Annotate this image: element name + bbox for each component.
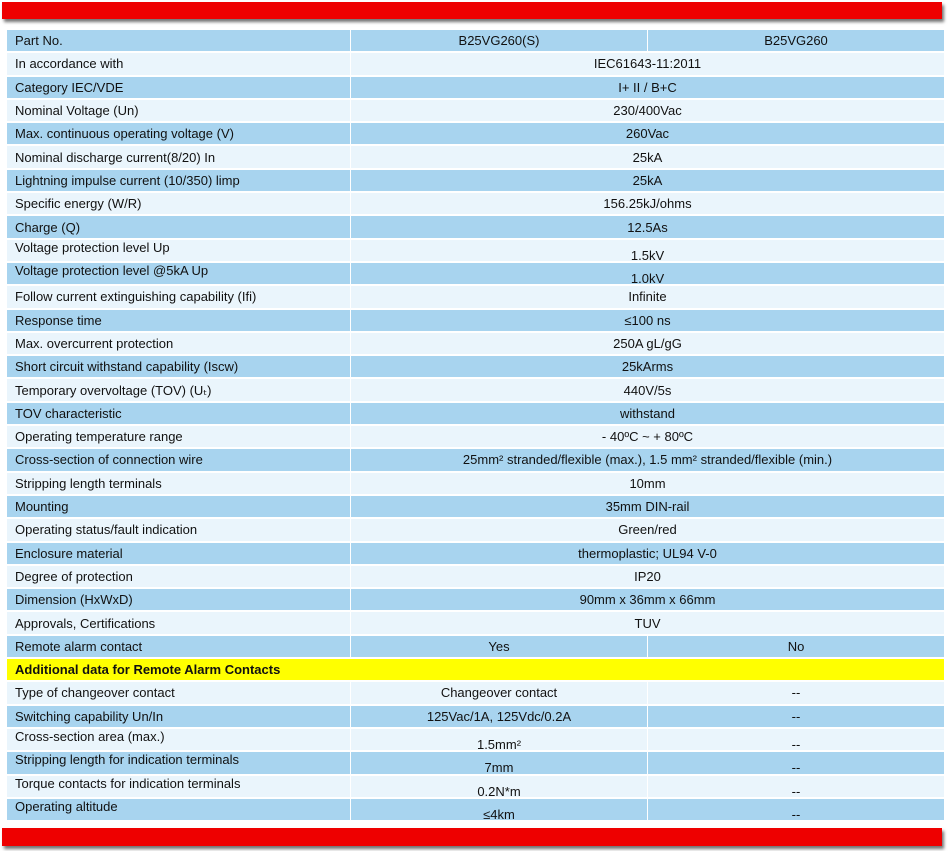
alarm-value-b [648,729,944,750]
alarm-label-text: Cross-section area (max.) [15,729,165,745]
alarm-label-text: Operating altitude [15,798,118,814]
table-row [7,193,944,214]
table-row [7,100,944,121]
spec-label-text: Dimension (HxWxD) [15,592,133,608]
alarm-value-a-text: 0.2N*m [477,783,521,797]
alarm-value-a [351,776,648,797]
alarm-value-a-text: Changeover contact [440,685,558,701]
header-row [7,30,944,51]
spec-label-text: Follow current extinguishing capability (Ifi) [15,289,257,305]
top-red-bar [2,2,942,19]
spec-label [7,333,351,354]
table-row [7,706,944,727]
spec-label [7,53,351,74]
spec-label-text: Specific energy (W/R) [15,196,142,212]
table-row [7,53,944,74]
spec-label [7,146,351,167]
spec-value-text: Green/red [618,522,677,538]
table-row [7,403,944,424]
remote-alarm-label-text: Remote alarm contact [15,638,143,654]
spec-value-text: thermoplastic; UL94 V-0 [578,545,717,561]
spec-value-text: 156.25kJ/ohms [603,196,692,212]
table-row [7,566,944,587]
remote-alarm-label [7,636,351,657]
remote-alarm-row [7,636,944,657]
table-row [7,729,944,750]
spec-value [351,589,944,610]
alarm-value-b-text: -- [791,783,801,797]
table-row [7,776,944,797]
spec-value-text: 25kA [632,149,663,165]
spec-label [7,519,351,540]
alarm-value-a-text: 1.5mm² [476,737,522,751]
spec-value-text: 90mm x 36mm x 66mm [579,592,716,608]
spec-label [7,263,351,284]
spec-value [351,496,944,517]
spec-label-text: TOV characteristic [15,405,122,421]
spec-value-text: ≤100 ns [624,312,671,328]
alarm-label [7,799,351,820]
table-row [7,682,944,703]
alarm-value-a [351,799,648,820]
spec-value-text: IP20 [634,568,661,584]
header-label: Part No. [7,30,351,51]
spec-value-text: 1.5kV [630,247,665,261]
spec-label [7,310,351,331]
table-row [7,240,944,261]
spec-value [351,543,944,564]
table-row [7,216,944,237]
table-row [7,123,944,144]
alarm-label-text: Type of changeover contact [15,685,175,701]
alarm-value-b [648,682,944,703]
spec-label [7,216,351,237]
section-title [7,659,944,680]
spec-label-text: Max. continuous operating voltage (V) [15,126,234,142]
spec-value-text: 25kA [632,172,663,188]
spec-label [7,170,351,191]
table-row [7,263,944,284]
spec-value-text: - 40ºC ~ + 80ºC [601,429,694,445]
spec-label-text: Stripping length terminals [15,475,162,491]
spec-label [7,612,351,633]
spec-label [7,240,351,261]
spec-value [351,519,944,540]
spec-value-text: 250A gL/gG [613,336,682,351]
header-model-a: B25VG260(S) [351,30,648,51]
spec-label-text: Short circuit withstand capability (Iscw) [15,359,239,375]
remote-alarm-value-b-text: No [787,638,805,654]
spec-value-text: 1.0kV [630,271,665,285]
spec-label [7,77,351,98]
spec-label [7,496,351,517]
table-row [7,519,944,540]
spec-value [351,566,944,587]
alarm-label [7,776,351,797]
spec-label-text: Mounting [15,499,69,515]
spec-value-text: 12.5As [627,219,668,235]
remote-alarm-value-a-text: Yes [488,638,510,654]
spec-label-text: Category IEC/VDE [15,79,124,95]
spec-value [351,286,944,307]
spec-value [351,123,944,144]
spec-value [351,77,944,98]
table-row [7,310,944,331]
table-row [7,379,944,400]
spec-label [7,589,351,610]
table-row [7,356,944,377]
alarm-value-b [648,776,944,797]
table-row [7,146,944,167]
table-row [7,77,944,98]
alarm-value-a [351,682,648,703]
table-row [7,543,944,564]
spec-value-text: withstand [620,405,675,421]
spec-value [351,240,944,261]
spec-value [351,193,944,214]
spec-label-text: Approvals, Certifications [15,615,156,631]
spec-value-text: I+ II / B+C [618,79,677,95]
remote-alarm-value-a [351,636,648,657]
spec-value [351,216,944,237]
spec-value-text: 25mm² stranded/flexible (max.), 1.5 mm² stranded/flexible (min.) [462,452,833,468]
spec-value-text: 260Vac [625,126,670,142]
remote-alarm-value-b [648,636,944,657]
spec-label-text: Voltage protection level Up [15,239,170,255]
spec-value [351,473,944,494]
alarm-label [7,706,351,727]
spec-value-text: 10mm [629,475,666,491]
spec-value [351,333,944,354]
spec-label-text: Response time [15,312,102,328]
spec-label [7,473,351,494]
spec-value-text: TUV [634,615,661,631]
spec-label [7,403,351,424]
spec-label-text: In accordance with [15,56,124,72]
spec-label-text: Max. overcurrent protection [15,336,174,351]
alarm-value-b-text: -- [791,806,801,821]
spec-value [351,356,944,377]
alarm-label [7,729,351,750]
table-row [7,333,944,354]
alarm-value-a [351,752,648,773]
spec-label [7,100,351,121]
bottom-red-bar [2,828,942,846]
alarm-value-b-text: -- [791,708,801,724]
spec-value-text: 25kArms [621,359,674,375]
alarm-value-b [648,799,944,820]
spec-value-text: 230/400Vac [613,103,682,119]
spec-value [351,263,944,284]
spec-value [351,100,944,121]
alarm-value-a [351,729,648,750]
alarm-label-text: Torque contacts for indication terminals [15,775,241,791]
spec-value [351,612,944,633]
table-row [7,170,944,191]
spec-value-text: 440V/5s [623,382,672,398]
spec-value [351,53,944,74]
spec-label-text: Voltage protection level @5kA Up [15,263,209,279]
spec-label [7,543,351,564]
table-row [7,473,944,494]
alarm-value-b-text: -- [791,737,801,751]
spec-value-text: 35mm DIN-rail [605,499,690,515]
spec-value-text: Infinite [628,289,667,305]
table-row [7,449,944,470]
spec-value [351,146,944,167]
alarm-value-b [648,706,944,727]
spec-value [351,379,944,400]
spec-value [351,426,944,447]
spec-label-text: Temporary overvoltage (TOV) (Uₜ) [15,382,212,398]
table-row [7,589,944,610]
spec-label-text: Operating status/fault indication [15,522,198,538]
table-row [7,286,944,307]
spec-value [351,449,944,470]
spec-label [7,193,351,214]
spec-label [7,123,351,144]
spec-value [351,310,944,331]
spec-label-text: Cross-section of connection wire [15,452,203,468]
table-row [7,799,944,820]
alarm-label-text: Switching capability Un/In [15,708,164,724]
spec-label-text: Charge (Q) [15,219,81,235]
spec-value [351,170,944,191]
alarm-value-b [648,752,944,773]
table-row [7,752,944,773]
spec-label-text: Enclosure material [15,545,123,561]
alarm-label [7,682,351,703]
spec-label [7,449,351,470]
header-model-b: B25VG260 [648,30,944,51]
spec-label [7,356,351,377]
spec-label-text: Operating temperature range [15,429,183,445]
section-title-text: Additional data for Remote Alarm Contacts [15,662,281,678]
table-row [7,426,944,447]
spec-value-text: IEC61643-11:2011 [593,56,702,72]
table-row [7,496,944,517]
table-row [7,612,944,633]
alarm-value-b-text: -- [791,685,801,701]
spec-label [7,286,351,307]
spec-label [7,426,351,447]
alarm-value-b-text: -- [791,760,801,774]
alarm-value-a [351,706,648,727]
alarm-value-a-text: 125Vac/1A, 125Vdc/0.2A [426,708,572,724]
alarm-label-text: Stripping length for indication terminals [15,752,240,768]
spec-value [351,403,944,424]
section-header-row [7,659,944,680]
alarm-label [7,752,351,773]
spec-label-text: Degree of protection [15,568,133,584]
spec-table [7,28,944,822]
spec-label-text: Lightning impulse current (10/350) limp [15,172,240,188]
spec-label [7,379,351,400]
alarm-value-a-text: ≤4km [483,806,515,821]
spec-label [7,566,351,587]
spec-label-text: Nominal discharge current(8/20) In [15,149,216,165]
alarm-value-a-text: 7mm [484,760,514,774]
spec-label-text: Nominal Voltage (Un) [15,103,139,119]
